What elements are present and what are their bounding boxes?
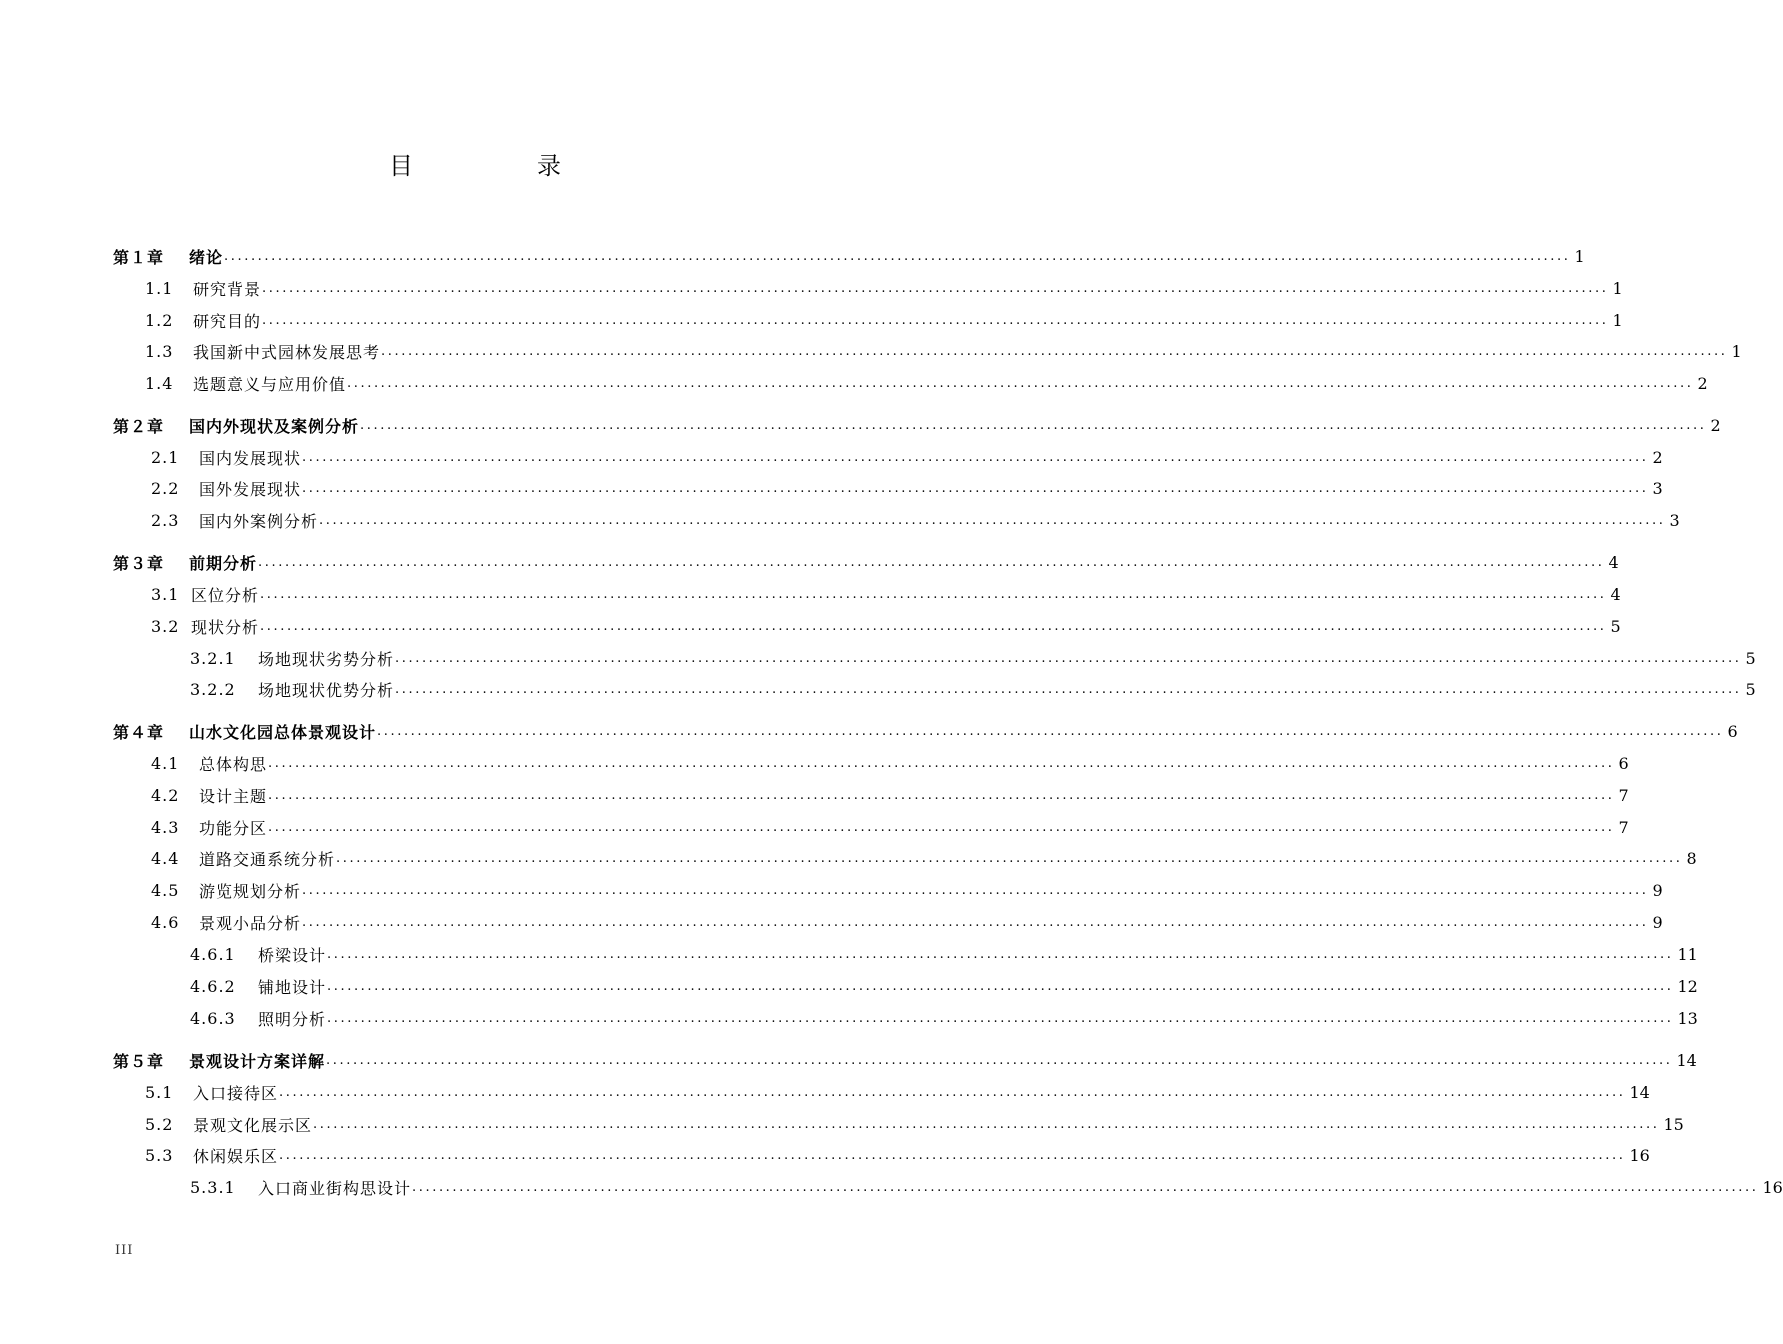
toc-entry-number: 第２章 [113, 416, 165, 436]
toc-leader-dots: ........................................................................................................................................................................................................ [360, 417, 1707, 433]
toc-entry-page: 2 [1697, 373, 1708, 393]
toc-entry-number: 1.3 [145, 341, 174, 361]
toc-entry-number: 3.2 [151, 616, 180, 636]
toc-entry-page: 1 [1731, 341, 1742, 361]
toc-entry-number: 第５章 [113, 1051, 165, 1071]
toc-entry-title: 桥梁设计 [258, 945, 327, 965]
toc-entry-page: 7 [1618, 785, 1629, 805]
toc-entry-page: 4 [1610, 584, 1621, 604]
toc-entry-page: 3 [1669, 510, 1680, 530]
toc-section-entry[interactable] [151, 508, 1680, 532]
toc-subsection-entry[interactable] [190, 942, 1698, 966]
toc-leader-dots: ........................................................................................................................................................................................................ [347, 375, 1694, 391]
toc-entry-title: 铺地设计 [258, 977, 327, 997]
toc-chapter-entry[interactable] [113, 550, 1619, 574]
toc-entry-number: 4.6.3 [190, 1008, 236, 1028]
toc-entry-title: 区位分析 [191, 585, 260, 605]
toc-entry-page: 5 [1610, 616, 1621, 636]
toc-entry-number: 3.1 [151, 584, 180, 604]
toc-leader-dots: ........................................................................................................................................................................................................ [268, 787, 1615, 803]
toc-leader-dots: ........................................................................................................................................................................................................ [279, 1084, 1626, 1100]
toc-leader-dots: ........................................................................................................................................................................................................ [377, 723, 1724, 739]
toc-section-entry[interactable] [151, 445, 1663, 469]
toc-entry-title: 选题意义与应用价值 [193, 374, 347, 394]
toc-leader-dots: ........................................................................................................................................................................................................ [327, 978, 1674, 994]
toc-leader-dots: ........................................................................................................................................................................................................ [268, 755, 1615, 771]
toc-leader-dots: ........................................................................................................................................................................................................ [319, 512, 1666, 528]
toc-entry-number: 4.3 [151, 817, 180, 837]
toc-entry-title: 景观小品分析 [199, 913, 302, 933]
toc-entry-number: 第１章 [113, 247, 165, 267]
toc-entry-page: 16 [1762, 1177, 1783, 1197]
toc-entry-page: 15 [1663, 1114, 1684, 1134]
toc-entry-page: 1 [1612, 278, 1623, 298]
toc-entry-number: 4.1 [151, 753, 180, 773]
toc-section-entry[interactable] [151, 582, 1621, 606]
toc-entry-title: 山水文化园总体景观设计 [189, 722, 377, 742]
toc-entry-number: 5.3 [145, 1145, 174, 1165]
toc-entry-page: 6 [1727, 721, 1738, 741]
toc-entry-number: 5.3.1 [190, 1177, 236, 1197]
toc-entry-number: 4.6.1 [190, 944, 236, 964]
toc-entry-number: 2.1 [151, 447, 180, 467]
toc-entry-number: 4.6 [151, 912, 180, 932]
toc-entry-page: 3 [1652, 478, 1663, 498]
toc-subsection-entry[interactable] [190, 646, 1756, 670]
toc-entry-title: 我国新中式园林发展思考 [193, 342, 381, 362]
toc-entry-number: 1.2 [145, 310, 174, 330]
toc-leader-dots: ........................................................................................................................................................................................................ [268, 819, 1615, 835]
toc-leader-dots: ........................................................................................................................................................................................................ [262, 312, 1609, 328]
toc-leader-dots: ........................................................................................................................................................................................................ [395, 681, 1742, 697]
toc-section-entry[interactable] [151, 878, 1663, 902]
toc-section-entry[interactable] [145, 1143, 1650, 1167]
toc-entry-page: 14 [1676, 1050, 1697, 1070]
toc-entry-title: 场地现状劣势分析 [258, 649, 395, 669]
toc-subsection-entry[interactable] [190, 677, 1756, 701]
toc-leader-dots: ........................................................................................................................................................................................................ [327, 1010, 1674, 1026]
toc-entry-number: 第３章 [113, 553, 165, 573]
toc-entry-page: 9 [1652, 880, 1663, 900]
toc-entry-page: 11 [1677, 944, 1698, 964]
toc-entry-title: 国外发展现状 [199, 479, 302, 499]
toc-section-entry[interactable] [151, 476, 1663, 500]
toc-leader-dots: ........................................................................................................................................................................................................ [326, 1052, 1673, 1068]
toc-section-entry[interactable] [145, 1112, 1684, 1136]
toc-entry-title: 道路交通系统分析 [199, 849, 336, 869]
toc-entry-title: 景观文化展示区 [193, 1115, 313, 1135]
toc-entry-number: 5.2 [145, 1114, 174, 1134]
toc-leader-dots: ........................................................................................................................................................................................................ [327, 946, 1674, 962]
toc-section-entry[interactable] [145, 276, 1623, 300]
toc-leader-dots: ........................................................................................................................................................................................................ [224, 248, 1571, 264]
toc-entry-number: 5.1 [145, 1082, 174, 1102]
toc-entry-number: 4.2 [151, 785, 180, 805]
toc-leader-dots: ........................................................................................................................................................................................................ [258, 554, 1605, 570]
toc-leader-dots: ........................................................................................................................................................................................................ [302, 914, 1649, 930]
toc-entry-number: 4.4 [151, 848, 180, 868]
toc-section-entry[interactable] [145, 1080, 1650, 1104]
toc-entry-title: 入口商业街构思设计 [258, 1178, 412, 1198]
toc-entry-title: 研究背景 [193, 279, 262, 299]
toc-leader-dots: ........................................................................................................................................................................................................ [302, 480, 1649, 496]
toc-leader-dots: ........................................................................................................................................................................................................ [313, 1116, 1660, 1132]
toc-leader-dots: ........................................................................................................................................................................................................ [260, 586, 1607, 602]
toc-entry-number: 4.6.2 [190, 976, 236, 996]
toc-entry-title: 设计主题 [199, 786, 268, 806]
toc-chapter-entry[interactable] [113, 413, 1721, 437]
toc-entry-title: 总体构思 [199, 754, 268, 774]
toc-entry-page: 4 [1608, 552, 1619, 572]
toc-entry-page: 7 [1618, 817, 1629, 837]
toc-section-entry[interactable] [145, 308, 1623, 332]
toc-subsection-entry[interactable] [190, 1175, 1783, 1199]
toc-leader-dots: ........................................................................................................................................................................................................ [262, 280, 1609, 296]
toc-entry-page: 5 [1745, 679, 1756, 699]
toc-leader-dots: ........................................................................................................................................................................................................ [302, 449, 1649, 465]
toc-section-entry[interactable] [145, 371, 1708, 395]
toc-leader-dots: ........................................................................................................................................................................................................ [336, 850, 1683, 866]
toc-entry-title: 照明分析 [258, 1009, 327, 1029]
toc-entry-number: 3.2.1 [190, 648, 236, 668]
toc-leader-dots: ........................................................................................................................................................................................................ [381, 343, 1728, 359]
toc-entry-title: 国内外现状及案例分析 [189, 416, 360, 436]
toc-entry-number: 1.4 [145, 373, 174, 393]
toc-subsection-entry[interactable] [190, 974, 1698, 998]
toc-chapter-entry[interactable] [113, 244, 1585, 268]
toc-entry-title: 休闲娱乐区 [193, 1146, 279, 1166]
toc-entry-page: 5 [1745, 648, 1756, 668]
toc-section-entry[interactable] [145, 339, 1742, 363]
toc-leader-dots: ........................................................................................................................................................................................................ [412, 1179, 1759, 1195]
toc-entry-title: 国内外案例分析 [199, 511, 319, 531]
toc-entry-number: 4.5 [151, 880, 180, 900]
toc-entry-page: 8 [1686, 848, 1697, 868]
toc-entry-number: 1.1 [145, 278, 174, 298]
toc-chapter-entry[interactable] [113, 719, 1738, 743]
toc-section-entry[interactable] [151, 614, 1621, 638]
toc-entry-title: 功能分区 [199, 818, 268, 838]
toc-section-entry[interactable] [151, 910, 1663, 934]
toc-entry-title: 场地现状优势分析 [258, 680, 395, 700]
toc-entry-page: 14 [1629, 1082, 1650, 1102]
toc-leader-dots: ........................................................................................................................................................................................................ [302, 882, 1649, 898]
page-number: III [115, 1243, 134, 1258]
toc-entry-number: 2.3 [151, 510, 180, 530]
toc-entry-title: 景观设计方案详解 [189, 1051, 326, 1071]
toc-entry-title: 游览规划分析 [199, 881, 302, 901]
toc-entry-title: 国内发展现状 [199, 448, 302, 468]
toc-entry-page: 1 [1612, 310, 1623, 330]
toc-entry-title: 前期分析 [189, 553, 258, 573]
toc-subsection-entry[interactable] [190, 1006, 1698, 1030]
toc-entry-title: 现状分析 [191, 617, 260, 637]
toc-section-entry[interactable] [151, 846, 1697, 870]
toc-entry-page: 6 [1618, 753, 1629, 773]
toc-entry-page: 9 [1652, 912, 1663, 932]
toc-entry-title: 入口接待区 [193, 1083, 279, 1103]
toc-entry-number: 2.2 [151, 478, 180, 498]
toc-leader-dots: ........................................................................................................................................................................................................ [279, 1147, 1626, 1163]
page-title: 目 录 [389, 152, 611, 180]
toc-entry-title: 研究目的 [193, 311, 262, 331]
toc-entry-number: 第４章 [113, 722, 165, 742]
toc-leader-dots: ........................................................................................................................................................................................................ [260, 618, 1607, 634]
toc-chapter-entry[interactable] [113, 1048, 1697, 1072]
toc-entry-page: 2 [1710, 415, 1721, 435]
toc-entry-title: 绪论 [189, 247, 224, 267]
toc-leader-dots: ........................................................................................................................................................................................................ [395, 650, 1742, 666]
toc-entry-number: 3.2.2 [190, 679, 236, 699]
toc-section-entry[interactable] [151, 815, 1629, 839]
toc-entry-page: 1 [1574, 246, 1585, 266]
toc-entry-page: 12 [1677, 976, 1698, 996]
toc-section-entry[interactable] [151, 783, 1629, 807]
toc-entry-page: 2 [1652, 447, 1663, 467]
toc-section-entry[interactable] [151, 751, 1629, 775]
toc-entry-page: 13 [1677, 1008, 1698, 1028]
toc-entry-page: 16 [1629, 1145, 1650, 1165]
